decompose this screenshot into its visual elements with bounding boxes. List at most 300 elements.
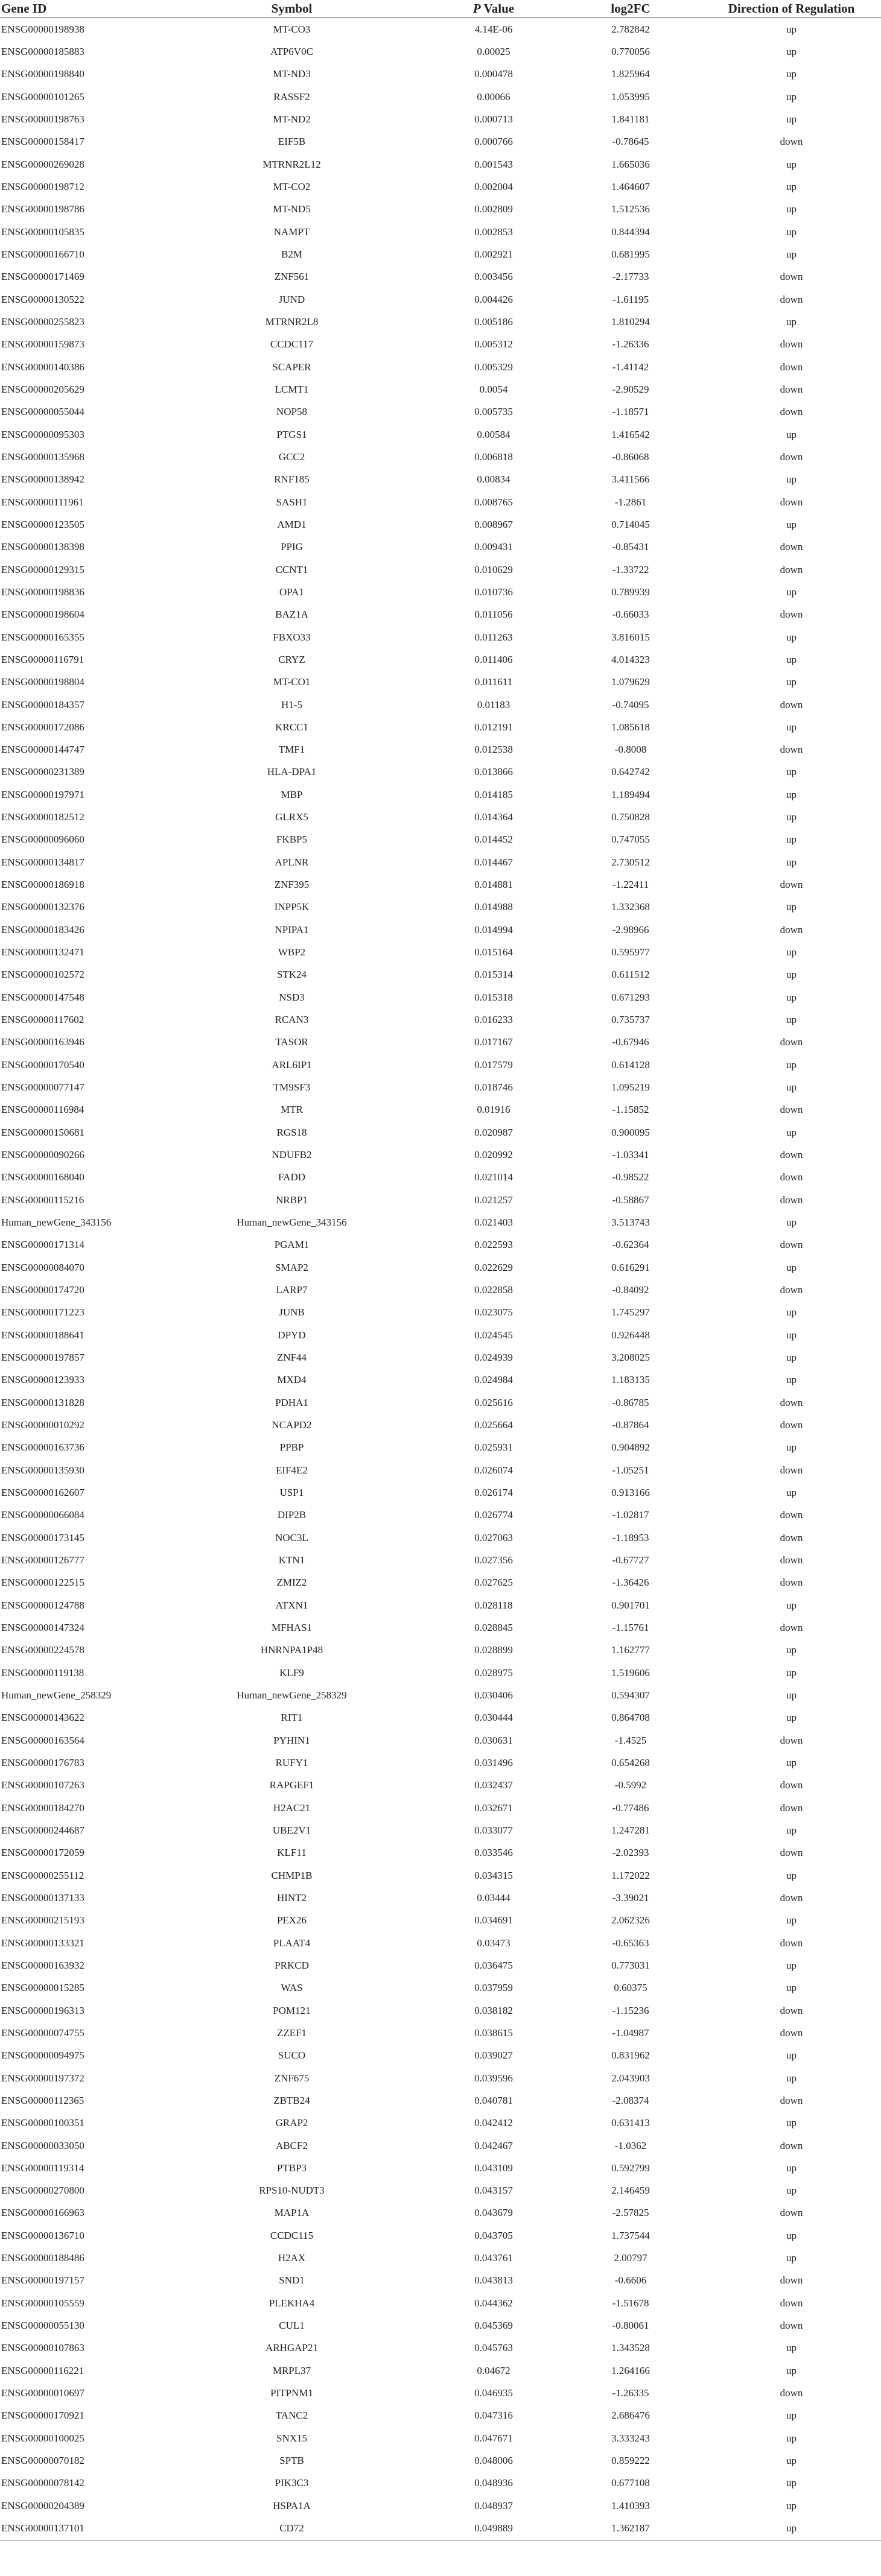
gene-id-cell: Human_newGene_258329	[1, 1689, 112, 1701]
direction-cell: up	[786, 1126, 797, 1138]
p-value-cell: 0.025616	[474, 1396, 513, 1408]
p-value-cell: 0.04672	[477, 2364, 510, 2376]
log2fc-cell: -1.04987	[612, 2027, 649, 2039]
log2fc-cell: -0.6606	[614, 2274, 647, 2286]
symbol-cell: SNX15	[276, 2432, 307, 2444]
symbol-cell: B2M	[281, 248, 302, 260]
symbol-cell: FBXO33	[273, 631, 311, 643]
symbol-cell: RUFY1	[275, 1756, 308, 1768]
direction-cell: up	[786, 653, 797, 665]
p-value-cell: 0.047671	[474, 2432, 513, 2444]
symbol-cell: ZNF44	[276, 1352, 307, 1364]
table-row	[0, 1054, 881, 1076]
direction-cell: down	[780, 2027, 803, 2039]
table-row	[0, 2089, 881, 2112]
table-row	[0, 559, 881, 581]
symbol-cell: PITPNM1	[270, 2387, 313, 2399]
gene-id-cell: ENSG00000126777	[1, 1554, 84, 1566]
direction-cell: up	[786, 2432, 797, 2444]
gene-id-cell: ENSG00000231389	[1, 766, 84, 778]
log2fc-cell: -0.5992	[614, 1779, 647, 1791]
gene-id-cell: ENSG00000107863	[1, 2342, 84, 2354]
gene-id-cell: ENSG00000122515	[1, 1577, 84, 1589]
table-row	[0, 806, 881, 828]
direction-cell: up	[786, 518, 797, 530]
log2fc-cell: 1.665036	[611, 158, 650, 170]
symbol-cell: FKBP5	[276, 834, 308, 846]
gene-id-cell: ENSG00000147324	[1, 1621, 84, 1633]
gene-id-cell: ENSG00000165355	[1, 631, 84, 643]
gene-id-cell: ENSG00000197971	[1, 788, 84, 800]
log2fc-cell: 3.816015	[611, 631, 650, 643]
gene-id-cell: ENSG00000198786	[1, 203, 84, 215]
table-row	[0, 1639, 881, 1662]
p-value-cell: 0.030444	[474, 1712, 513, 1724]
gene-id-cell: ENSG00000166710	[1, 248, 84, 260]
table-row	[0, 1189, 881, 1211]
gene-id-cell: ENSG00000172086	[1, 721, 84, 733]
table-row	[0, 2405, 881, 2427]
direction-cell: up	[786, 2252, 797, 2264]
table-row	[0, 671, 881, 694]
direction-cell: up	[786, 2410, 797, 2422]
p-value-cell: 0.043813	[474, 2274, 513, 2286]
direction-cell: down	[780, 1891, 803, 1904]
gene-id-cell: ENSG00000137101	[0, 2517, 156, 2540]
direction-cell: up	[786, 45, 797, 57]
direction-cell: up	[786, 2185, 797, 2197]
symbol-cell: MT-ND5	[273, 203, 311, 215]
p-value-cell: 0.000766	[474, 136, 513, 148]
log2fc-cell: 0.594307	[611, 1689, 650, 1701]
symbol-cell: SUCO	[278, 2049, 306, 2062]
table-row	[0, 2112, 881, 2135]
direction-cell: down	[780, 744, 803, 756]
table-row	[0, 941, 881, 963]
log2fc-cell: -0.77486	[612, 1802, 649, 1814]
p-value-cell: 0.039027	[474, 2049, 513, 2062]
table-row	[0, 1414, 881, 1436]
gene-id-cell: ENSG00000137133	[1, 1891, 84, 1904]
gene-id-cell: ENSG00000136710	[1, 2229, 84, 2241]
symbol-cell: MTRNR2L8	[265, 315, 319, 328]
log2fc-cell: -1.61195	[612, 293, 649, 305]
log2fc-cell: 0.735737	[611, 1014, 650, 1026]
direction-cell: down	[780, 136, 803, 148]
table-row	[0, 2022, 881, 2044]
gene-id-cell: ENSG00000105559	[1, 2297, 84, 2309]
table-row	[0, 2202, 881, 2224]
log2fc-cell: -1.15761	[612, 1621, 649, 1633]
direction-cell: up	[786, 1666, 797, 1679]
table-row	[0, 1932, 881, 1954]
symbol-cell: CRYZ	[278, 653, 305, 665]
p-value-cell: 0.042467	[474, 2139, 513, 2151]
p-value-cell: 0.011406	[474, 653, 513, 665]
symbol-cell: ZBTB24	[273, 2094, 310, 2106]
direction-cell: down	[780, 1284, 803, 1296]
p-value-cell: 4.14E-06	[474, 23, 513, 35]
symbol-cell: PLAAT4	[273, 1937, 311, 1949]
log2fc-cell: 0.681995	[611, 248, 650, 260]
table-row	[0, 626, 881, 648]
table-body	[0, 18, 881, 2540]
symbol-cell: RPS10-NUDT3	[259, 2185, 325, 2197]
p-value-cell: 0.016233	[474, 1014, 513, 1026]
direction-cell: up	[786, 991, 797, 1003]
gene-id-cell: ENSG00000130522	[1, 293, 84, 305]
gene-id-cell: ENSG00000183426	[1, 923, 84, 935]
log2fc-cell: 1.189494	[611, 788, 650, 800]
log2fc-cell: 0.859222	[611, 2455, 650, 2467]
direction-cell: down	[780, 563, 803, 575]
gene-id-cell: ENSG00000123933	[1, 1374, 84, 1386]
direction-cell: up	[786, 586, 797, 598]
symbol-cell: RAPGEF1	[269, 1779, 314, 1791]
direction-cell: down	[780, 1802, 803, 1814]
gene-id-cell: ENSG00000143622	[1, 1712, 84, 1724]
log2fc-cell: -0.58867	[612, 1194, 649, 1206]
p-value-cell: 0.017167	[474, 1036, 513, 1048]
log2fc-cell: 0.631413	[611, 2117, 650, 2129]
log2fc-cell: 0.616291	[611, 1261, 650, 1273]
table-row	[0, 1527, 881, 1549]
direction-cell: down	[780, 1239, 803, 1251]
direction-cell: up	[786, 1014, 797, 1026]
direction-cell: up	[786, 834, 797, 846]
symbol-cell: KLF11	[277, 1847, 307, 1859]
p-value-cell: 0.022593	[474, 1239, 513, 1251]
log2fc-cell: -3.39021	[612, 1891, 649, 1904]
gene-id-cell: ENSG00000150681	[1, 1126, 84, 1138]
gene-id-cell: ENSG00000090266	[1, 1149, 84, 1161]
p-value-cell: 0.034691	[474, 1914, 513, 1926]
p-value-cell: 0.025931	[474, 1441, 513, 1454]
p-value-cell: 0.032671	[474, 1802, 513, 1814]
gene-id-cell: ENSG00000135968	[1, 451, 84, 463]
symbol-cell: EIF4E2	[276, 1464, 308, 1476]
p-value-cell: 0.038615	[474, 2027, 513, 2039]
symbol-cell: NDUFB2	[272, 1149, 312, 1161]
gene-id-cell: ENSG00000112365	[1, 2094, 84, 2106]
p-value-cell: 0.048006	[474, 2455, 513, 2467]
p-value-cell: 0.012538	[474, 744, 513, 756]
table-row	[0, 2472, 881, 2495]
symbol-cell: RNF185	[274, 473, 310, 486]
gene-id-cell: ENSG00000182512	[1, 811, 84, 823]
table-row	[0, 964, 881, 986]
log2fc-cell: 0.747055	[611, 834, 650, 846]
table-row	[0, 761, 881, 783]
gene-id-cell: ENSG00000074755	[1, 2027, 84, 2039]
direction-cell: down	[780, 2139, 803, 2151]
log2fc-cell: -0.65363	[612, 1937, 649, 1949]
direction-cell: up	[786, 1352, 797, 1364]
log2fc-cell: -0.67946	[612, 1036, 649, 1048]
table-row	[0, 1324, 881, 1346]
direction-cell: up	[786, 1374, 797, 1386]
log2fc-cell: 1.464607	[611, 180, 650, 192]
p-value-cell: 0.024545	[474, 1329, 513, 1341]
table-row	[0, 1910, 881, 1932]
direction-cell: up	[786, 1217, 797, 1229]
symbol-cell: ARHGAP21	[266, 2342, 318, 2354]
p-value-cell: 0.032437	[474, 1779, 513, 1791]
table-row	[0, 1549, 881, 1571]
gene-id-cell: ENSG00000198840	[1, 68, 84, 80]
gene-id-cell: ENSG00000123505	[1, 518, 84, 530]
p-value-cell: 0.010736	[474, 586, 513, 598]
direction-cell: up	[786, 946, 797, 958]
table-row	[0, 1594, 881, 1616]
p-value-cell: 0.014994	[474, 923, 513, 935]
p-value-cell: 0.004426	[474, 293, 513, 305]
table-row	[0, 2180, 881, 2202]
symbol-cell: GCC2	[278, 451, 305, 463]
direction-cell: up	[786, 2072, 797, 2084]
direction-cell: up	[786, 1914, 797, 1926]
direction-cell: up	[786, 2499, 797, 2511]
direction-cell: down	[780, 2320, 803, 2332]
symbol-cell: HSPA1A	[273, 2499, 311, 2511]
log2fc-cell: -2.02393	[612, 1847, 649, 1859]
symbol-cell: ZNF561	[274, 271, 310, 283]
symbol-cell: CCDC115	[270, 2229, 314, 2241]
direction-cell: up	[786, 721, 797, 733]
table-row	[0, 334, 881, 356]
table-row	[0, 829, 881, 851]
gene-id-cell: ENSG00000132471	[1, 946, 84, 958]
p-value-cell: 0.008967	[474, 518, 513, 530]
direction-cell: down	[780, 698, 803, 710]
p-value-cell: 0.014185	[474, 788, 513, 800]
p-value-cell: 0.018746	[474, 1081, 513, 1093]
direction-cell: up	[786, 1689, 797, 1701]
symbol-cell: CCNT1	[275, 563, 308, 575]
symbol-cell: NOP58	[276, 406, 307, 418]
log2fc-cell: -0.87864	[612, 1419, 649, 1431]
log2fc-cell: 0.595977	[611, 946, 650, 958]
log2fc-cell: 0.901701	[611, 1599, 650, 1611]
p-value-cell: 0.014467	[474, 856, 513, 868]
direction-cell: up	[786, 90, 797, 103]
gene-id-cell: ENSG00000135930	[1, 1464, 84, 1476]
gene-id-cell: ENSG00000010292	[1, 1419, 84, 1431]
p-value-cell: 0.002921	[474, 248, 513, 260]
table-row	[0, 896, 881, 919]
direction-cell: down	[780, 1464, 803, 1476]
log2fc-cell: 1.519606	[611, 1666, 650, 1679]
symbol-cell: TANC2	[275, 2410, 308, 2422]
gene-id-cell: ENSG00000244687	[1, 1824, 84, 1836]
table-row	[0, 2270, 881, 2292]
log2fc-cell: 1.841181	[611, 113, 650, 125]
table-row	[0, 851, 881, 873]
p-value-cell: 0.015314	[474, 969, 513, 981]
table-row	[0, 1662, 881, 1684]
log2fc-cell: 1.053995	[611, 90, 650, 103]
log2fc-cell: -1.33722	[612, 563, 649, 575]
table-row	[0, 1616, 881, 1639]
symbol-cell: JUNB	[279, 1306, 305, 1318]
symbol-cell: ZMIZ2	[276, 1577, 307, 1589]
symbol-cell: NAMPT	[273, 226, 310, 238]
table-row	[0, 1144, 881, 1166]
gene-id-cell: ENSG00000015285	[1, 1982, 84, 1994]
symbol-cell: GRAP2	[275, 2117, 308, 2129]
p-value-cell: 0.011263	[474, 631, 513, 643]
symbol-cell: Human_newGene_258329	[237, 1689, 347, 1701]
direction-cell: up	[786, 1824, 797, 1836]
gene-id-cell: ENSG00000119138	[1, 1666, 84, 1679]
symbol-cell: NRBP1	[276, 1194, 308, 1206]
log2fc-cell: -1.4525	[614, 1734, 647, 1746]
table-row	[0, 1707, 881, 1729]
table-row	[0, 536, 881, 559]
gene-id-cell: ENSG00000163564	[1, 1734, 84, 1746]
direction-cell: down	[780, 1779, 803, 1791]
gene-id-cell: ENSG00000198763	[1, 113, 84, 125]
symbol-cell: DIP2B	[277, 1509, 307, 1521]
table-row	[0, 1797, 881, 1819]
log2fc-cell: 0.900095	[611, 1126, 650, 1138]
symbol-cell: MT-CO2	[273, 180, 311, 192]
direction-cell: down	[780, 1149, 803, 1161]
log2fc-cell: -0.84092	[612, 1284, 649, 1296]
log2fc-cell: 0.60375	[614, 1982, 647, 1994]
table-row	[0, 2224, 881, 2247]
gene-id-cell: ENSG00000144747	[1, 744, 84, 756]
log2fc-cell: -1.18953	[612, 1531, 649, 1543]
p-value-cell: 0.017579	[474, 1059, 513, 1071]
table-row	[0, 2135, 881, 2157]
table-row	[0, 401, 881, 423]
gene-id-cell: ENSG00000078142	[1, 2477, 84, 2489]
p-value-cell: 0.003456	[474, 271, 513, 283]
p-value-cell: 0.002809	[474, 203, 513, 215]
p-value-cell: 0.033546	[474, 1847, 513, 1859]
p-value-cell: 0.028845	[474, 1621, 513, 1633]
symbol-cell: PIK3C3	[275, 2477, 309, 2489]
direction-cell: up	[786, 631, 797, 643]
p-value-cell: 0.005329	[474, 361, 513, 373]
direction-cell: up	[786, 1982, 797, 1994]
gene-id-cell: ENSG00000117602	[1, 1014, 84, 1026]
direction-cell: down	[780, 1509, 803, 1521]
symbol-cell: Human_newGene_343156	[237, 1217, 347, 1229]
log2fc-cell: 1.745297	[611, 1306, 650, 1318]
table-row	[0, 311, 881, 333]
p-value-cell: 0.014452	[474, 834, 513, 846]
table-row	[0, 1256, 881, 1279]
symbol-cell: PEX26	[276, 1914, 307, 1926]
direction-cell: up	[786, 2455, 797, 2467]
direction-cell: up	[786, 23, 797, 35]
p-value-cell: 0.00025	[477, 45, 510, 57]
symbol-cell: APLNR	[275, 856, 309, 868]
log2fc-cell: 0.592799	[611, 2162, 650, 2174]
log2fc-cell: 1.416542	[611, 428, 650, 440]
p-value-cell: 0.00834	[477, 473, 510, 486]
gene-id-cell: ENSG00000198712	[1, 180, 84, 192]
p-value-cell: 0.015164	[474, 946, 513, 958]
symbol-cell: POM121	[273, 2004, 311, 2016]
p-value-cell: 0.009431	[474, 541, 513, 553]
symbol-cell: ATXN1	[275, 1599, 308, 1611]
p-value-cell: 0.012191	[474, 721, 513, 733]
symbol-cell: NOC3L	[275, 1531, 308, 1543]
header-direction: Direction of Regulation	[702, 0, 881, 18]
log2fc-cell: -0.86785	[612, 1396, 649, 1408]
gene-id-cell: ENSG00000100025	[1, 2432, 84, 2444]
p-value-cell: 0.037959	[474, 1982, 513, 1994]
log2fc-cell: 2.730512	[611, 856, 650, 868]
log2fc-cell: -1.02817	[612, 1509, 649, 1521]
table-row	[0, 1437, 881, 1459]
log2fc-cell: -0.74095	[612, 698, 649, 710]
direction-cell: down	[780, 1396, 803, 1408]
p-value-cell: 0.043157	[474, 2185, 513, 2197]
p-value-cell: 0.011611	[474, 676, 513, 688]
table-row	[0, 873, 881, 896]
gene-id-cell: ENSG00000196313	[1, 2004, 84, 2016]
gene-id-cell: ENSG00000055130	[1, 2320, 84, 2332]
table-row	[0, 40, 881, 63]
direction-cell: up	[786, 1059, 797, 1071]
p-value-cell: 0.000478	[474, 68, 513, 80]
symbol-cell: RCAN3	[275, 1014, 309, 1026]
log2fc-cell: 0.773031	[611, 1959, 650, 1971]
header-p-rest: Value	[480, 1, 515, 16]
gene-id-cell: ENSG00000255823	[1, 315, 84, 328]
symbol-cell: NPIPA1	[275, 923, 309, 935]
log2fc-cell: 1.343528	[611, 2342, 650, 2354]
gene-id-cell: ENSG00000116791	[1, 653, 84, 665]
symbol-cell: PPIG	[281, 541, 303, 553]
log2fc-cell: 1.810294	[611, 315, 650, 328]
gene-id-cell: ENSG00000116984	[1, 1104, 84, 1116]
symbol-cell: JUND	[278, 293, 305, 305]
symbol-cell: PYHIN1	[273, 1734, 310, 1746]
symbol-cell: PDHA1	[275, 1396, 308, 1408]
direction-cell: down	[780, 1937, 803, 1949]
direction-cell: down	[780, 1577, 803, 1589]
p-value-cell: 0.00066	[477, 90, 510, 103]
gene-id-cell: ENSG00000204389	[1, 2499, 84, 2511]
symbol-cell: NSD3	[279, 991, 305, 1003]
symbol-cell: MAP1A	[274, 2207, 310, 2219]
log2fc-cell: -2.98966	[612, 923, 649, 935]
header-gene-id: Gene ID	[0, 0, 156, 18]
log2fc-cell: -2.17733	[612, 271, 649, 283]
direction-cell: up	[786, 901, 797, 913]
table-row	[0, 1459, 881, 1481]
table-row	[0, 2314, 881, 2337]
symbol-cell: KTN1	[278, 1554, 305, 1566]
symbol-cell: MXD4	[277, 1374, 307, 1386]
direction-cell: up	[786, 2117, 797, 2129]
log2fc-cell: 0.614128	[611, 1059, 650, 1071]
symbol-cell: HLA-DPA1	[267, 766, 317, 778]
table-row	[0, 2292, 881, 2314]
log2fc-cell: 1.362187	[559, 2517, 702, 2540]
direction-cell: down	[780, 338, 803, 350]
table-row	[0, 2517, 881, 2540]
log2fc-cell: 2.043903	[611, 2072, 650, 2084]
log2fc-cell: 1.332368	[611, 901, 650, 913]
log2fc-cell: 0.904892	[611, 1441, 650, 1454]
direction-cell: up	[786, 2162, 797, 2174]
